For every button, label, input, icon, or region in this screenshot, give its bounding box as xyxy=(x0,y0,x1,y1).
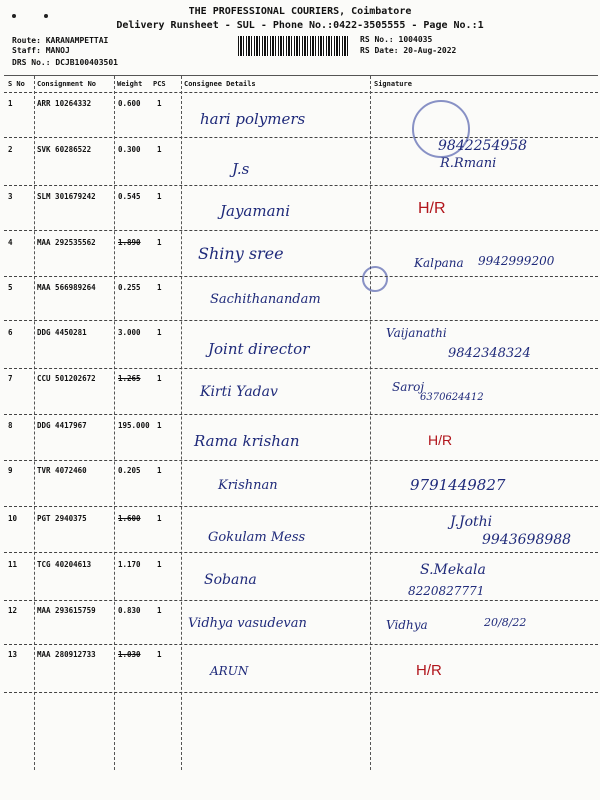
cell-weight: 1.600 xyxy=(118,514,141,523)
row-divider xyxy=(4,600,598,601)
cell-signature-hr: H/R xyxy=(416,662,442,679)
cell-sno: 10 xyxy=(8,514,18,523)
staff-line xyxy=(12,46,70,56)
cell-pcs: 1 xyxy=(157,421,162,430)
cell-sno: 5 xyxy=(8,283,13,292)
col-header-signature: Signature xyxy=(374,80,412,88)
cell-signature-hr: H/R xyxy=(428,432,453,448)
cell-consignee-handwritten: hari polymers xyxy=(200,110,306,128)
cell-consignment: MAA 566989264 xyxy=(37,283,96,292)
column-divider xyxy=(181,76,182,770)
rs-no-line xyxy=(360,35,432,45)
cell-sno: 2 xyxy=(8,145,13,154)
cell-consignee-handwritten: Joint director xyxy=(208,340,310,358)
rs-date-value: 20-Aug-2022 xyxy=(403,46,457,55)
cell-pcs: 1 xyxy=(157,466,162,475)
cell-signature-handwritten: Vaijanathi xyxy=(386,326,447,340)
cell-signature-date-handwritten: 20/8/22 xyxy=(484,616,527,629)
cell-weight: 0.300 xyxy=(118,145,141,154)
cell-weight: 0.545 xyxy=(118,192,141,201)
column-divider xyxy=(370,76,371,770)
cell-pcs: 1 xyxy=(157,192,162,201)
drs-label: DRS No.: xyxy=(12,58,51,67)
cell-weight: 3.000 xyxy=(118,328,141,337)
row-divider xyxy=(4,414,598,415)
rs-date-line xyxy=(360,46,456,56)
cell-consignment: MAA 293615759 xyxy=(37,606,96,615)
cell-signature-phone-handwritten: 6370624412 xyxy=(420,392,484,403)
barcode xyxy=(238,36,350,56)
col-header-consignment: Consignment No xyxy=(37,80,97,88)
cell-signature-handwritten: J.Jothi xyxy=(450,514,493,530)
cell-signature-handwritten: Vidhya xyxy=(386,618,428,632)
row-divider xyxy=(4,185,598,186)
cell-consignee-handwritten: Sachithanandam xyxy=(210,292,321,307)
cell-consignment: TCG 40204613 xyxy=(37,560,92,569)
cell-signature-phone-handwritten: 9842348324 xyxy=(448,346,531,361)
cell-sno: 1 xyxy=(8,99,13,108)
drs-value: DCJB100403501 xyxy=(55,58,118,67)
cell-weight: 0.600 xyxy=(118,99,141,108)
cell-consignment: MAA 280912733 xyxy=(37,650,96,659)
drs-line xyxy=(12,58,118,68)
row-divider xyxy=(4,552,598,553)
cell-consignment: SLM 301679242 xyxy=(37,192,96,201)
col-header-consignee: Consignee Details xyxy=(184,80,256,88)
col-header-weight: Weight xyxy=(117,80,143,88)
cell-signature-phone-handwritten: 8220827771 xyxy=(408,584,485,598)
cell-consignee-handwritten: Jayamani xyxy=(220,202,290,220)
staff-value: MANOJ xyxy=(45,46,70,55)
cell-consignee-handwritten: ARUN xyxy=(210,664,249,678)
runsheet-subtitle: Delivery Runsheet - SUL - Phone No.:0422-3505555 - Page No.:1 xyxy=(116,20,484,31)
cell-pcs: 1 xyxy=(157,560,162,569)
staff-label: Staff: xyxy=(12,46,41,55)
row-divider xyxy=(4,460,598,461)
cell-pcs: 1 xyxy=(157,238,162,247)
cell-pcs: 1 xyxy=(157,99,162,108)
sign-circle-mark xyxy=(362,266,388,292)
column-divider xyxy=(114,76,115,770)
cell-signature-handwritten: Saroj xyxy=(392,380,425,394)
route-label: Route: xyxy=(12,36,41,45)
cell-signature-phone-handwritten: 9942999200 xyxy=(478,254,555,268)
cell-sno: 3 xyxy=(8,192,13,201)
cell-weight: 0.255 xyxy=(118,283,141,292)
cell-consignment: DDG 4450281 xyxy=(37,328,87,337)
cell-consignee-handwritten: Shiny sree xyxy=(198,244,284,263)
route-line xyxy=(12,36,108,46)
cell-weight: 1.030 xyxy=(118,650,141,659)
cell-consignee-handwritten: Kirti Yadav xyxy=(200,384,278,400)
cell-consignment: TVR 4072460 xyxy=(37,466,87,475)
cell-signature-handwritten: 9842254958 xyxy=(438,138,528,154)
cell-weight: 1.265 xyxy=(118,374,141,383)
cell-signature-handwritten: 9791449827 xyxy=(410,476,506,494)
rs-no-value: 1004035 xyxy=(398,35,433,44)
cell-weight: 195.000 xyxy=(118,421,150,430)
cell-signature-phone-handwritten: 9943698988 xyxy=(482,532,572,548)
cell-consignee-handwritten: Sobana xyxy=(204,572,257,588)
cell-consignment: CCU 501202672 xyxy=(37,374,96,383)
cell-consignment: SVK 60286522 xyxy=(37,145,92,154)
header-rule xyxy=(4,92,598,93)
row-divider xyxy=(4,137,598,138)
cell-pcs: 1 xyxy=(157,374,162,383)
col-header-sno: S No xyxy=(8,80,25,88)
cell-consignment: MAA 292535562 xyxy=(37,238,96,247)
cell-signature-handwritten: Kalpana xyxy=(414,256,464,270)
cell-consignment: DDG 4417967 xyxy=(37,421,87,430)
cell-pcs: 1 xyxy=(157,328,162,337)
column-divider xyxy=(34,76,35,770)
cell-consignment: PGT 2940375 xyxy=(37,514,87,523)
cell-pcs: 1 xyxy=(157,606,162,615)
table-top-rule xyxy=(4,75,598,76)
row-divider xyxy=(4,506,598,507)
cell-pcs: 1 xyxy=(157,145,162,154)
cell-sno: 11 xyxy=(8,560,18,569)
rs-no-label: RS No.: xyxy=(360,35,394,44)
cell-sno: 9 xyxy=(8,466,13,475)
row-divider xyxy=(4,368,598,369)
cell-pcs: 1 xyxy=(157,283,162,292)
col-header-pcs: PCS xyxy=(153,80,166,88)
route-value: KARANAMPETTAI xyxy=(45,36,109,45)
cell-pcs: 1 xyxy=(157,650,162,659)
row-divider xyxy=(4,692,598,693)
company-title: THE PROFESSIONAL COURIERS, Coimbatore xyxy=(188,6,412,17)
cell-consignee-handwritten: Rama krishan xyxy=(194,432,300,450)
cell-weight: 0.830 xyxy=(118,606,141,615)
cell-signature-hr: H/R xyxy=(418,200,446,217)
cell-sno: 7 xyxy=(8,374,13,383)
cell-weight: 0.205 xyxy=(118,466,141,475)
cell-consignee-handwritten: Gokulam Mess xyxy=(208,530,306,545)
rs-date-label: RS Date: xyxy=(360,46,399,55)
row-divider xyxy=(4,644,598,645)
cell-sno: 4 xyxy=(8,238,13,247)
cell-sno: 13 xyxy=(8,650,18,659)
cell-signature-handwritten: S.Mekala xyxy=(420,562,486,578)
cell-weight: 1.170 xyxy=(118,560,141,569)
cell-sno: 12 xyxy=(8,606,18,615)
cell-consignee-handwritten: Vidhya vasudevan xyxy=(188,616,307,631)
cell-signature-name-handwritten: R.Rmani xyxy=(440,156,497,171)
cell-weight: 1.890 xyxy=(118,238,141,247)
cell-sno: 8 xyxy=(8,421,13,430)
cell-consignee-handwritten: J.s xyxy=(232,160,250,178)
cell-consignee-handwritten: Krishnan xyxy=(218,478,278,493)
row-divider xyxy=(4,276,598,277)
row-divider xyxy=(4,320,598,321)
cell-sno: 6 xyxy=(8,328,13,337)
cell-pcs: 1 xyxy=(157,514,162,523)
cell-consignment: ARR 10264332 xyxy=(37,99,92,108)
row-divider xyxy=(4,230,598,231)
